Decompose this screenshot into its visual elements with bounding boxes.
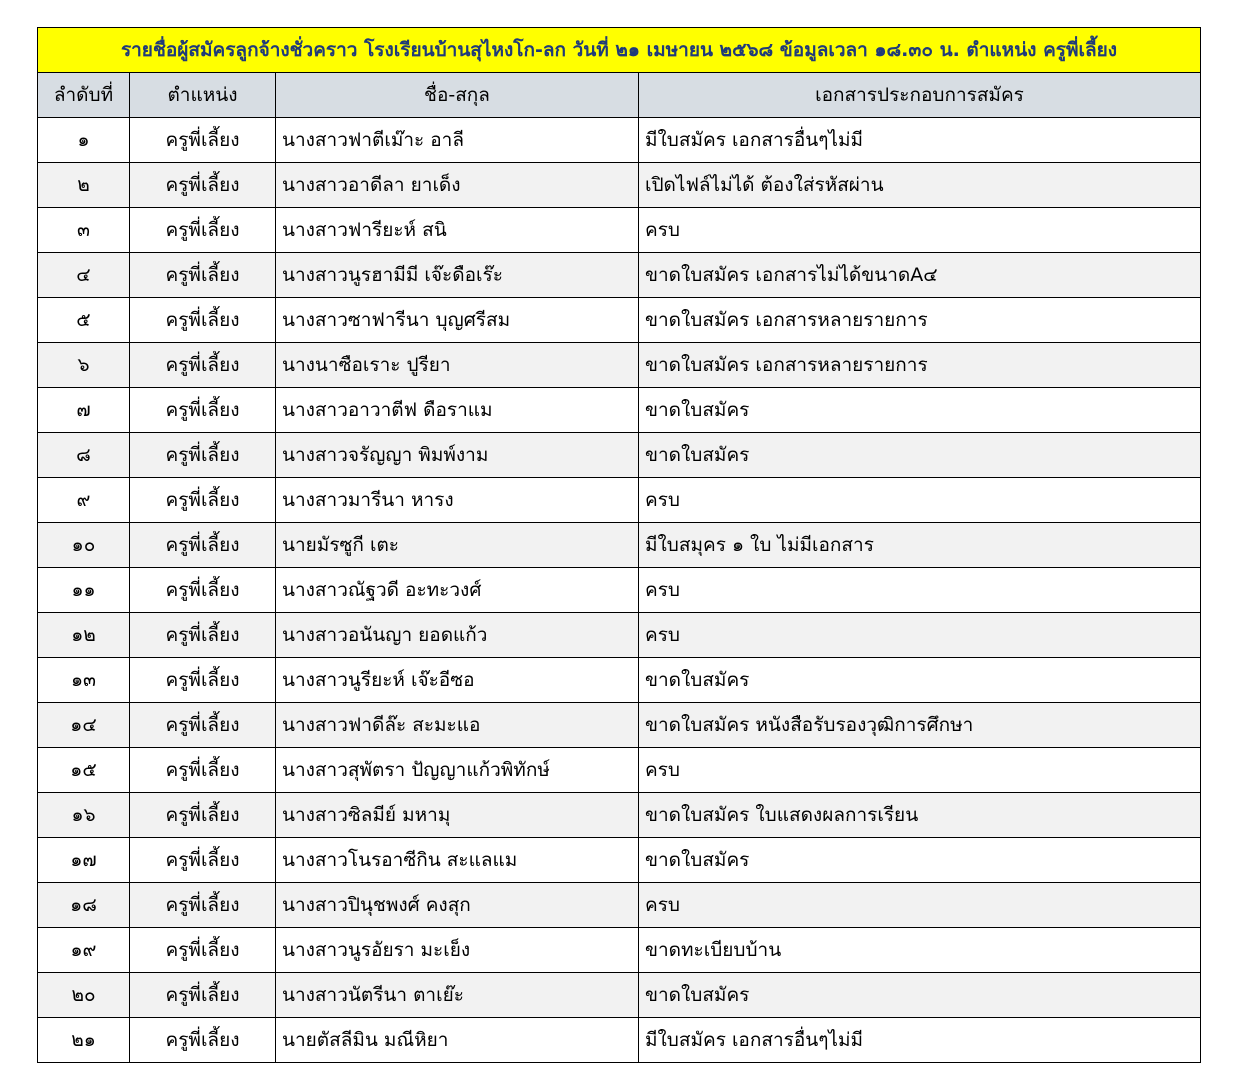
row-documents: ขาดใบสมัคร เอกสารไม่ได้ขนาดA๔ bbox=[639, 253, 1201, 298]
row-number: ๑๘ bbox=[38, 883, 130, 928]
row-number: ๗ bbox=[38, 388, 130, 433]
row-number: ๕ bbox=[38, 298, 130, 343]
row-number: ๒ bbox=[38, 163, 130, 208]
row-documents: ขาดใบสมัคร เอกสารหลายรายการ bbox=[639, 343, 1201, 388]
row-number: ๑๑ bbox=[38, 568, 130, 613]
row-name: นางสาวซิลมีย์ มหามุ bbox=[276, 793, 639, 838]
row-name: นางสาวซาฟารีนา บุญศรีสม bbox=[276, 298, 639, 343]
row-name: นางสาวสุพัตรา ปัญญาแก้วพิทักษ์ bbox=[276, 748, 639, 793]
row-position: ครูพี่เลี้ยง bbox=[130, 163, 276, 208]
row-documents: ขาดใบสมัคร bbox=[639, 388, 1201, 433]
row-position: ครูพี่เลี้ยง bbox=[130, 478, 276, 523]
row-name: นายมัรซูกี เตะ bbox=[276, 523, 639, 568]
row-name: นางสาวปินุชพงศ์ คงสุก bbox=[276, 883, 639, 928]
row-position: ครูพี่เลี้ยง bbox=[130, 928, 276, 973]
row-documents: ขาดใบสมัคร bbox=[639, 973, 1201, 1018]
row-position: ครูพี่เลี้ยง bbox=[130, 658, 276, 703]
table-row bbox=[38, 928, 1201, 973]
row-position: ครูพี่เลี้ยง bbox=[130, 748, 276, 793]
row-number: ๒๑ bbox=[38, 1018, 130, 1063]
row-documents: ครบ bbox=[639, 748, 1201, 793]
row-name: นายตัสลีมิน มณีหิยา bbox=[276, 1018, 639, 1063]
row-documents: ครบ bbox=[639, 613, 1201, 658]
row-name: นางสาวอาวาตีฟ ดือราแม bbox=[276, 388, 639, 433]
title-row bbox=[38, 28, 1201, 73]
row-name: นางสาวนัตรีนา ตาเย๊ะ bbox=[276, 973, 639, 1018]
row-name: นางสาวมารีนา หารง bbox=[276, 478, 639, 523]
table-row bbox=[38, 343, 1201, 388]
row-name: นางสาวนูรียะห์ เจ๊ะอีซอ bbox=[276, 658, 639, 703]
row-number: ๑ bbox=[38, 118, 130, 163]
row-documents: ครบ bbox=[639, 208, 1201, 253]
row-number: ๑๒ bbox=[38, 613, 130, 658]
table-row bbox=[38, 883, 1201, 928]
row-documents: ขาดใบสมัคร เอกสารหลายรายการ bbox=[639, 298, 1201, 343]
row-documents: ขาดทะเบียบบ้าน bbox=[639, 928, 1201, 973]
table-row bbox=[38, 1018, 1201, 1063]
applicant-table bbox=[37, 27, 1201, 1063]
row-position: ครูพี่เลี้ยง bbox=[130, 343, 276, 388]
row-name: นางสาวฟาดีล๊ะ สะมะแอ bbox=[276, 703, 639, 748]
row-number: ๑๔ bbox=[38, 703, 130, 748]
row-position: ครูพี่เลี้ยง bbox=[130, 118, 276, 163]
row-number: ๙ bbox=[38, 478, 130, 523]
row-name: นางสาวณัฐวดี อะทะวงศ์ bbox=[276, 568, 639, 613]
row-number: ๒๐ bbox=[38, 973, 130, 1018]
table-row bbox=[38, 388, 1201, 433]
row-position: ครูพี่เลี้ยง bbox=[130, 568, 276, 613]
row-number: ๑๕ bbox=[38, 748, 130, 793]
table-row bbox=[38, 838, 1201, 883]
row-number: ๑๗ bbox=[38, 838, 130, 883]
header-position: ตำแหน่ง bbox=[130, 73, 276, 118]
row-position: ครูพี่เลี้ยง bbox=[130, 703, 276, 748]
table-row bbox=[38, 433, 1201, 478]
row-number: ๖ bbox=[38, 343, 130, 388]
row-documents: ครบ bbox=[639, 883, 1201, 928]
row-number: ๑๙ bbox=[38, 928, 130, 973]
row-position: ครูพี่เลี้ยง bbox=[130, 973, 276, 1018]
row-documents: ครบ bbox=[639, 478, 1201, 523]
header-name: ชื่อ-สกุล bbox=[276, 73, 639, 118]
table-body bbox=[38, 118, 1201, 1063]
table-row bbox=[38, 118, 1201, 163]
row-position: ครูพี่เลี้ยง bbox=[130, 433, 276, 478]
row-documents: ขาดใบสมัคร bbox=[639, 658, 1201, 703]
row-documents: ขาดใบสมัคร หนังสือรับรองวุฒิการศึกษา bbox=[639, 703, 1201, 748]
table-row bbox=[38, 658, 1201, 703]
row-position: ครูพี่เลี้ยง bbox=[130, 1018, 276, 1063]
row-position: ครูพี่เลี้ยง bbox=[130, 793, 276, 838]
row-position: ครูพี่เลี้ยง bbox=[130, 253, 276, 298]
table-row bbox=[38, 208, 1201, 253]
table-row bbox=[38, 523, 1201, 568]
row-position: ครูพี่เลี้ยง bbox=[130, 523, 276, 568]
row-position: ครูพี่เลี้ยง bbox=[130, 208, 276, 253]
header-docs: เอกสารประกอบการสมัคร bbox=[639, 73, 1201, 118]
row-documents: ขาดใบสมัคร bbox=[639, 433, 1201, 478]
row-number: ๔ bbox=[38, 253, 130, 298]
row-name: นางสาวนูรอัยรา มะเย็ง bbox=[276, 928, 639, 973]
table-row bbox=[38, 748, 1201, 793]
row-documents: มีใบสมุคร ๑ ใบ ไม่มีเอกสาร bbox=[639, 523, 1201, 568]
row-documents: มีใบสมัคร เอกสารอื่นๆไม่มี bbox=[639, 118, 1201, 163]
table-row bbox=[38, 793, 1201, 838]
row-number: ๑๐ bbox=[38, 523, 130, 568]
row-name: นางสาวฟาตีเม๊าะ อาลี bbox=[276, 118, 639, 163]
row-number: ๓ bbox=[38, 208, 130, 253]
row-name: นางสาวฟารียะห์ สนิ bbox=[276, 208, 639, 253]
row-position: ครูพี่เลี้ยง bbox=[130, 298, 276, 343]
header-row bbox=[38, 73, 1201, 118]
table-row bbox=[38, 973, 1201, 1018]
row-position: ครูพี่เลี้ยง bbox=[130, 388, 276, 433]
row-documents: ครบ bbox=[639, 568, 1201, 613]
row-name: นางสาวจรัญญา พิมพ์งาม bbox=[276, 433, 639, 478]
row-number: ๘ bbox=[38, 433, 130, 478]
table-row bbox=[38, 253, 1201, 298]
row-number: ๑๖ bbox=[38, 793, 130, 838]
table-row bbox=[38, 703, 1201, 748]
row-position: ครูพี่เลี้ยง bbox=[130, 838, 276, 883]
row-name: นางสาวอนันญา ยอดแก้ว bbox=[276, 613, 639, 658]
row-number: ๑๓ bbox=[38, 658, 130, 703]
table-title: รายชื่อผู้สมัครลูกจ้างชั่วคราว โรงเรียนบ้านสุไหงโก-ลก วันที่ ๒๑ เมษายน ๒๕๖๘ ข้อมูลเวลา ๑๘.๓๐ น. ตำแหน่ง ครูพี่เลี้ยง bbox=[38, 28, 1201, 73]
row-documents: เปิดไฟล์ไม่ได้ ต้องใส่รหัสผ่าน bbox=[639, 163, 1201, 208]
row-name: นางนาซือเราะ ปูรียา bbox=[276, 343, 639, 388]
table-row bbox=[38, 478, 1201, 523]
table-row bbox=[38, 298, 1201, 343]
row-name: นางสาวนูรฮามีมี เจ๊ะดือเร๊ะ bbox=[276, 253, 639, 298]
row-documents: ขาดใบสมัคร ใบแสดงผลการเรียน bbox=[639, 793, 1201, 838]
row-name: นางสาวโนรอาซีกิน สะแลแม bbox=[276, 838, 639, 883]
table-row bbox=[38, 568, 1201, 613]
row-position: ครูพี่เลี้ยง bbox=[130, 613, 276, 658]
row-documents: มีใบสมัคร เอกสารอื่นๆไม่มี bbox=[639, 1018, 1201, 1063]
header-num: ลำดับที่ bbox=[38, 73, 130, 118]
table-row bbox=[38, 163, 1201, 208]
row-name: นางสาวอาดีลา ยาเด็ง bbox=[276, 163, 639, 208]
row-position: ครูพี่เลี้ยง bbox=[130, 883, 276, 928]
row-documents: ขาดใบสมัคร bbox=[639, 838, 1201, 883]
table-row bbox=[38, 613, 1201, 658]
